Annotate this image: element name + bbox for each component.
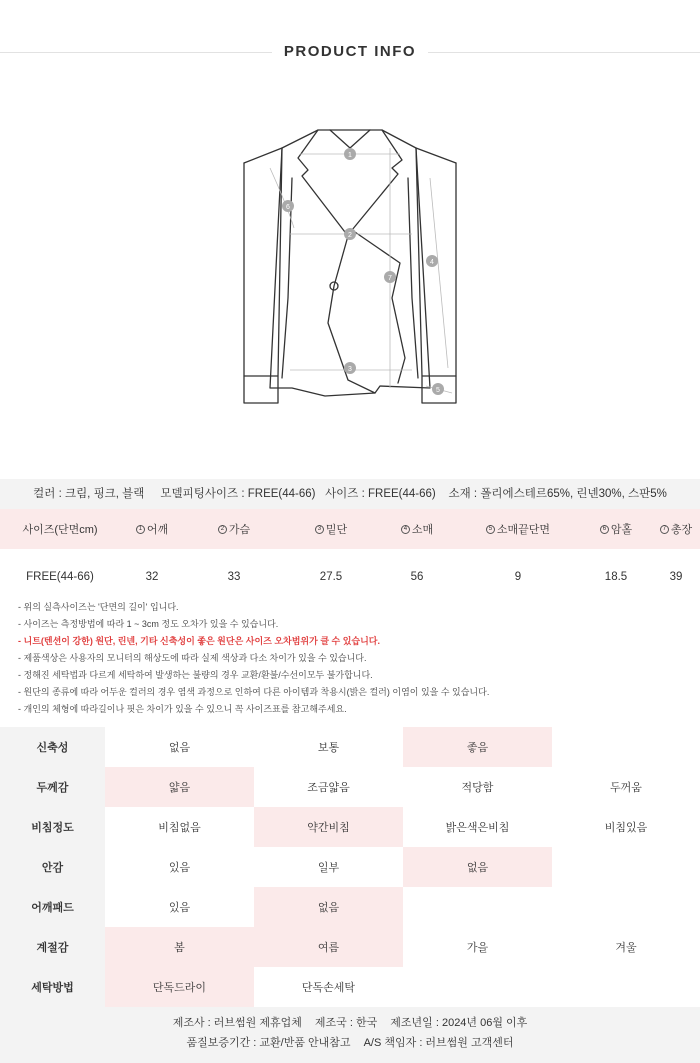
fit-option-selected: 여름 [254,927,403,967]
fit-row [0,727,700,767]
section-title: PRODUCT INFO [283,43,417,60]
fit-option: 있음 [105,847,254,887]
measure-number-icon: 1 [136,525,145,534]
size-header-label: 소매 [411,524,434,536]
measure-number-icon: 6 [600,525,609,534]
fit-option [552,967,700,1007]
size-header-cell [184,509,284,549]
marker-label: 1 [348,152,352,159]
warranty-info: 품질보증기간 : 교환/반품 안내참고 [186,1037,351,1049]
fit-row-label: 두께감 [0,767,105,807]
size-header-cell [652,509,700,549]
date-info: 제조년일 : 2024년 06월 이후 [390,1017,528,1029]
fit-option [403,967,552,1007]
size-header-label: 소매끝단면 [496,524,551,536]
size-header-cell [456,509,580,549]
as-info: A/S 책임자 : 러브썸원 고객센터 [363,1037,514,1049]
size-table-header [0,509,700,549]
fit-option-selected: 좋음 [403,727,552,767]
size-header-cell [284,509,378,549]
marker-label: 6 [286,204,290,211]
fit-option: 겨울 [552,927,700,967]
country-info: 제조국 : 한국 [314,1017,378,1029]
size-header-cell [378,509,456,549]
fit-option-selected: 봄 [105,927,254,967]
size-header-label: 가슴 [228,524,251,536]
measure-number-icon: 2 [218,525,227,534]
fit-option-selected: 얇음 [105,767,254,807]
size-value-cell: 9 [514,571,522,583]
fit-row [0,807,700,847]
fit-option: 밝은색은비침 [403,807,552,847]
measure-number-icon: 5 [486,525,495,534]
size-value-cell: 33 [227,571,241,583]
measure-number-icon: 4 [401,525,410,534]
fit-option: 단독손세탁 [254,967,403,1007]
marker-label: 2 [348,232,352,239]
measure-number-icon: 3 [315,525,324,534]
fit-row [0,847,700,887]
size-header-label: 사이즈(단면cm) [22,524,98,536]
size-value-cell: 39 [669,571,683,583]
fit-row [0,767,700,807]
fit-option [552,727,700,767]
fit-option: 일부 [254,847,403,887]
fit-option: 조금얇음 [254,767,403,807]
fit-option: 두꺼움 [552,767,700,807]
fit-option [403,887,552,927]
fit-row [0,887,700,927]
size-header-label: 총장 [670,524,693,536]
note-line: - 제품색상은 사용자의 모니터의 해상도에 따라 실제 색상과 다소 차이가 있을 수 있습니다. [18,653,367,663]
note-line: - 개인의 체형에 따라길이나 핏은 차이가 있을 수 있으니 꼭 사이즈표를 참고해주세요. [18,704,347,714]
fit-row-label: 어깨패드 [0,887,105,927]
size-notes [18,599,688,718]
measure-number-icon: 7 [660,525,669,534]
fit-row-label: 계절감 [0,927,105,967]
note-line: - 원단의 종류에 따라 어두운 컬러의 경우 염색 과정으로 인하여 다른 아이템과 착용시(밝은 컬러) 이염이 있을 수 있습니다. [18,687,490,697]
fit-option: 가을 [403,927,552,967]
size-header-cell [580,509,652,549]
size-value-cell: 18.5 [604,571,628,583]
size-info: 사이즈 : FREE(44-66) [325,488,436,500]
fit-option: 비침있음 [552,807,700,847]
fit-option-selected: 약간비침 [254,807,403,847]
fit-option-selected: 없음 [403,847,552,887]
fit-row [0,967,700,1007]
marker-label: 7 [388,275,392,282]
size-header-cell [120,509,184,549]
fit-option [552,887,700,927]
note-line: - 니트(텐션이 강한) 원단, 린넨, 기타 신축성이 좋은 원단은 사이즈 오차범위가 클 수 있습니다. [18,636,380,646]
size-value-cell: 56 [410,571,424,583]
size-value-cell: 27.5 [319,571,343,583]
marker-label: 5 [436,387,440,394]
fit-option [552,847,700,887]
fit-row-label: 세탁방법 [0,967,105,1007]
size-value-cell: 32 [145,571,159,583]
fit-option: 적당함 [403,767,552,807]
material-info: 소재 : 폴리에스테르65%, 린넨30%, 스판5% [448,488,667,500]
maker-info: 제조사 : 러브썸원 제휴업체 [172,1017,302,1029]
fit-option-selected: 없음 [254,887,403,927]
size-value-cell: FREE(44-66) [26,571,94,583]
note-line: - 정해진 세탁법과 다르게 세탁하여 발생하는 불량의 경우 교환/환불/수선이모두 불가합니다. [18,670,373,680]
size-table [0,509,700,605]
jacket-measurement-drawing [230,118,470,418]
model-size-info: 모델피팅사이즈 : FREE(44-66) [160,488,316,500]
note-line: - 위의 실측사이즈는 '단면의 길이' 입니다. [18,602,179,612]
marker-label: 4 [430,259,434,266]
fit-option: 없음 [105,727,254,767]
size-header-label: 암홀 [610,524,633,536]
size-table-row [0,549,700,605]
size-header-cell [0,509,120,549]
fit-option-selected: 단독드라이 [105,967,254,1007]
fit-row-label: 비침정도 [0,807,105,847]
fit-table [0,727,700,1007]
marker-label: 3 [348,366,352,373]
fit-row-label: 안감 [0,847,105,887]
fit-option: 있음 [105,887,254,927]
color-info: 컬러 : 크림, 핑크, 블랙 [33,488,145,500]
size-header-label: 밑단 [325,524,348,536]
footer-info [0,1007,700,1063]
fit-option: 비침없음 [105,807,254,847]
section-header [0,40,700,66]
fit-option: 보통 [254,727,403,767]
size-header-label: 어깨 [146,524,169,536]
note-line: - 사이즈는 측정방법에 따라 1 ~ 3cm 정도 오차가 있을 수 있습니다. [18,619,279,629]
fit-row-label: 신축성 [0,727,105,767]
product-spec-line [0,479,700,509]
divider [428,52,700,53]
fit-row [0,927,700,967]
